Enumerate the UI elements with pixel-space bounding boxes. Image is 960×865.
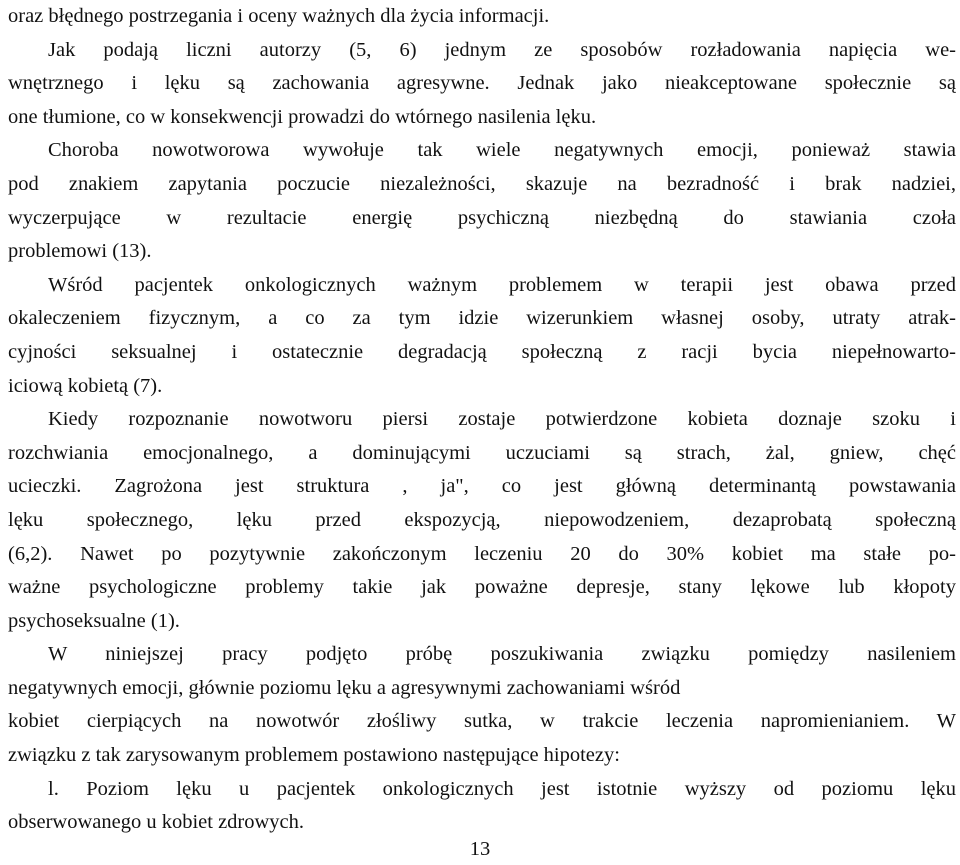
text-line: lęku społecznego, lęku przed ekspozycją, niepowodzeniem, dezaprobatą społeczną: [8, 508, 956, 531]
text-line: l. Poziom lęku u pacjentek onkologicznych jest istotnie wyższy od poziomu lęku: [48, 777, 956, 800]
text-line: W niniejszej pracy podjęto próbę poszukiwania związku pomiędzy nasileniem: [48, 643, 956, 666]
document-page: [8, 0, 956, 840]
text-line: iciową kobietą (7).: [8, 374, 163, 397]
text-line: problemowi (13).: [8, 240, 152, 263]
text-line: związku z tak zarysowanym problemem postawiono następujące hipotezy:: [8, 744, 620, 767]
text-line: rozchwiania emocjonalnego, a dominującymi uczuciami są strach, żal, gniew, chęć: [8, 441, 956, 464]
text-line: psychoseksualne (1).: [8, 609, 180, 632]
text-line: obserwowanego u kobiet zdrowych.: [8, 811, 305, 834]
text-line: Choroba nowotworowa wywołuje tak wiele negatywnych emocji, ponieważ stawia: [48, 139, 956, 162]
text-line: ważne psychologiczne problemy takie jak poważne depresje, stany lękowe lub kłopoty: [8, 576, 956, 599]
text-line: wnętrznego i lęku są zachowania agresywne. Jednak jako nieakceptowane społecznie są: [8, 72, 956, 95]
text-line: Kiedy rozpoznanie nowotworu piersi zostaje potwierdzone kobieta doznaje szoku i: [48, 408, 956, 431]
text-line: Wśród pacjentek onkologicznych ważnym problemem w terapii jest obawa przed: [48, 273, 956, 296]
text-line: negatywnych emocji, głównie poziomu lęku a agresywnymi zachowaniami wśród: [8, 676, 681, 699]
text-line: (6,2). Nawet po pozytywnie zakończonym leczeniu 20 do 30% kobiet ma stałe po-: [8, 542, 956, 565]
text-line: cyjności seksualnej i ostatecznie degradacją społeczną z racji bycia niepełnowarto-: [8, 340, 956, 363]
text-line: wyczerpujące w rezultacie energię psychiczną niezbędną do stawiania czoła: [8, 206, 956, 229]
text-line: Jak podają liczni autorzy (5, 6) jednym ze sposobów rozładowania napięcia we-: [48, 38, 956, 61]
text-line: kobiet cierpiących na nowotwór złośliwy sutka, w trakcie leczenia napromienianiem. W: [8, 710, 956, 733]
text-line: one tłumione, co w konsekwencji prowadzi do wtórnego nasilenia lęku.: [8, 105, 597, 128]
text-line: ucieczki. Zagrożona jest struktura , ja", co jest główną determinantą powstawania: [8, 475, 956, 498]
text-line: pod znakiem zapytania poczucie niezależności, skazuje na bezradność i brak nadziei,: [8, 172, 956, 195]
page-number: 13: [469, 838, 491, 860]
text-line: okaleczeniem fizycznym, a co za tym idzie wizerunkiem własnej osoby, utraty atrak-: [8, 307, 956, 330]
text-line: oraz błędnego postrzegania i oceny ważnych dla życia informacji.: [8, 5, 550, 27]
